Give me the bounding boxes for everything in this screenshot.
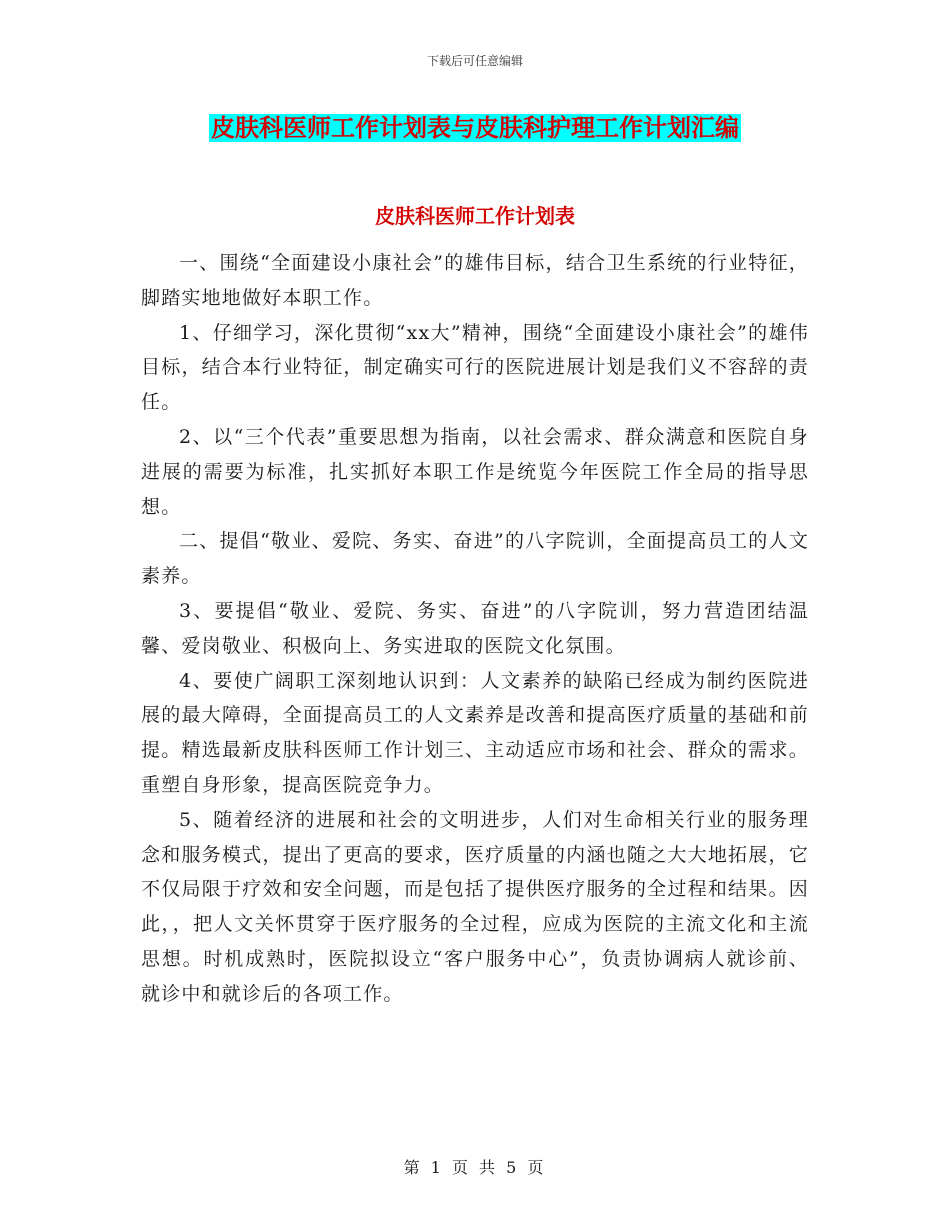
paragraph: 二、提倡“敬业、爱院、务实、奋进”的八字院训，全面提高员工的人文素养。 (141, 530, 809, 588)
paragraph: 1、仔细学习，深化贯彻“xx大”精神，围绕“全面建设小康社会”的雄伟目标，结合本行业特征，制定确实可行的医院进展计划是我们义不容辞的责任。 (141, 321, 809, 414)
paragraph: 一、围绕“全面建设小康社会”的雄伟目标，结合卫生系统的行业特征，脚踏实地地做好本职工作。 (141, 252, 809, 309)
paragraph: 3、要提倡“敬业、爱院、务实、奋进”的八字院训，努力营造团结温馨、爱岗敬业、积极向上、务实进取的医院文化氛围。 (141, 599, 809, 657)
paragraph: 2、以“三个代表”重要思想为指南，以社会需求、群众满意和医院自身进展的需要为标准，扎实抓好本职工作是统览今年医院工作全局的指导思想。 (141, 425, 809, 518)
document-title (0, 110, 950, 146)
page-header-note: 下载后可任意编辑 (426, 54, 523, 68)
section-title: 皮肤科医师工作计划表 (375, 204, 575, 228)
paragraph: 4、要使广阔职工深刻地认识到：人文素养的缺陷已经成为制约医院进展的最大障碍，全面提高员工的人文素养是改善和提高医疗质量的基础和前提。精选最新皮肤科医师工作计划三、主动适应市场和社会、群众的需求。重塑自身形象，提高医院竞争力。 (141, 669, 809, 796)
page-number: 第 1 页 共 5 页 (403, 1158, 547, 1177)
document-title-highlight: 皮肤科医师工作计划表与皮肤科护理工作计划汇编 (211, 114, 739, 142)
paragraph: 5、随着经济的进展和社会的文明进步，人们对生命相关行业的服务理念和服务模式，提出了更高的要求，医疗质量的内涵也随之大大地拓展，它不仅局限于疗效和安全问题，而是包括了提供医疗服务的全过程和结果。因此，，把人文关怀贯穿于医疗服务的全过程，应成为医院的主流文化和主流思想。时机成熟时，医院拟设立“客户服务中心”，负责协调病人就诊前、就诊中和就诊后的各项工作。 (141, 808, 809, 1005)
document-body (141, 246, 809, 1012)
